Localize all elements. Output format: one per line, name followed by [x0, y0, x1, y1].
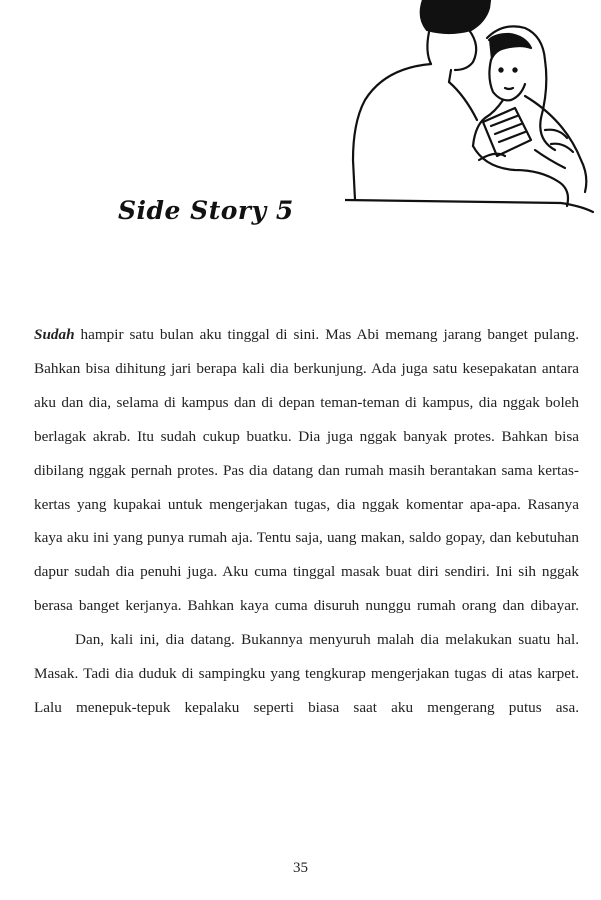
- couple-illustration: [345, 0, 601, 232]
- body-text: [34, 318, 579, 725]
- paragraph-1-text: hampir satu bulan aku tinggal di sini. Mas Abi memang jarang banget pulang. Bahkan bisa dihitung jari berapa kali dia berkunjung. Ada juga satu kesepakatan antara aku dan dia, selama di kampus dan di depan teman-teman di kampus, dia nggak boleh berlagak akrab. Itu sudah cukup buatku. Dia juga nggak banyak protes. Bahkan bisa dibilang nggak pernah protes. Pas dia datang dan rumah masih berantakan sama kertas-kertas yang kupakai untuk mengerjakan tugas, dia nggak komentar apa-apa. Rasanya kaya aku ini yang punya rumah aja. Tentu saja, uang makan, saldo gopay, dan kebutuhan dapur sudah dia penuhi juga. Aku cuma tinggal masak buat diri sendiri. Ini sih nggak berasa banget kerjanya. Bahkan kaya cuma disuruh nunggu rumah orang dan dibayar.: [34, 326, 579, 615]
- page-number: 35: [293, 860, 308, 876]
- paragraph-lead-word: Sudah: [34, 326, 75, 343]
- paragraph-2: [34, 623, 579, 725]
- paragraph-2-text: Dan, kali ini, dia datang. Bukannya menyuruh malah dia melakukan suatu hal. Masak. Tadi dia duduk di sampingku yang tengkurap mengerjakan tugas di atas karpet. Lalu menepuk-tepuk kepalaku seperti biasa saat aku mengerang putus asa.: [34, 631, 579, 716]
- paragraph-1: [34, 318, 579, 623]
- chapter-title: Side Story 5: [118, 196, 294, 225]
